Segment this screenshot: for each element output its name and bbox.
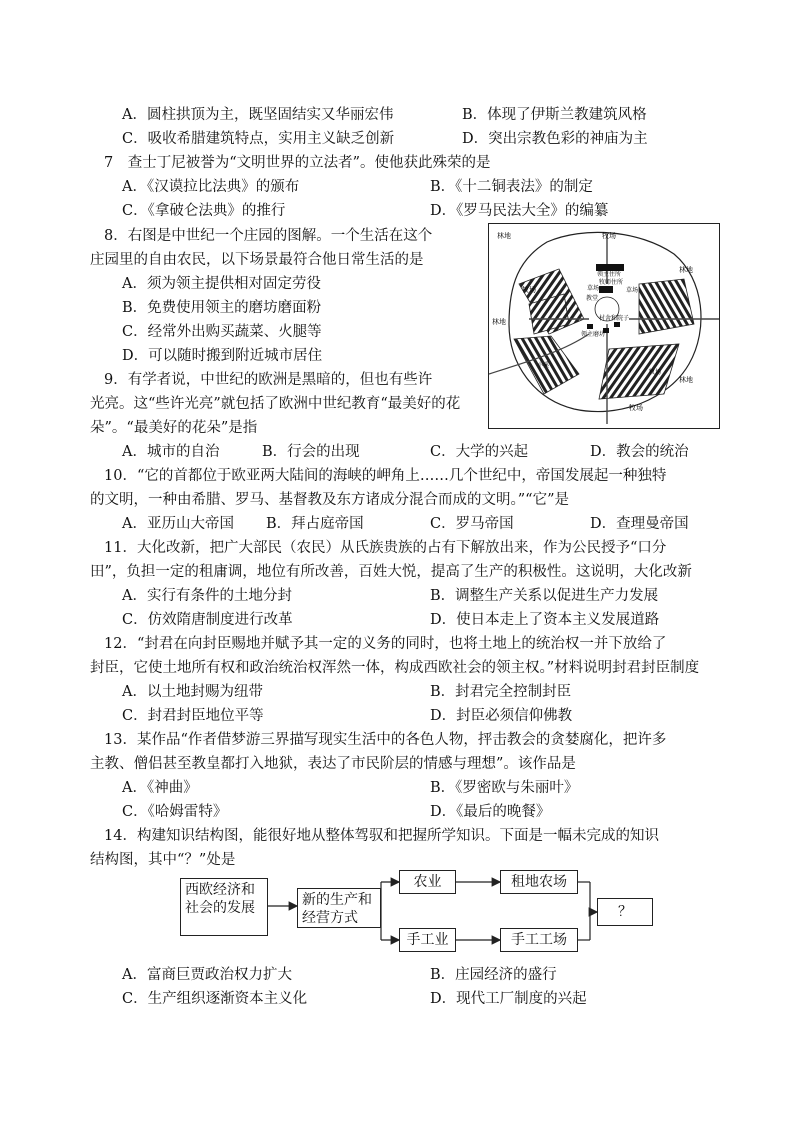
q14-node-root: 西欧经济和社会的发展: [180, 878, 268, 936]
q11-option-a[interactable]: A．实行有条件的土地分封: [122, 588, 292, 604]
q11-stem-2: 田”，负担一定的租庸调，地位有所改善，百姓大悦，提高了生产的积极性。这说明，大化改新: [90, 564, 692, 580]
q13-option-a[interactable]: A．《神曲》: [122, 780, 198, 796]
q10-stem-2: 的文明，一种由希腊、罗马、基督教及东方诸成分混合而成的文明。”“它”是: [90, 492, 569, 508]
q12-option-d[interactable]: D．封臣必须信仰佛教: [430, 708, 573, 724]
q13-option-d[interactable]: D．《最后的晚餐》: [430, 804, 551, 820]
q14-node-farm: 租地农场: [500, 870, 578, 894]
q14-stem-1: 14．构建知识结构图，能很好地从整体驾驭和把握所学知识。下面是一幅未完成的知识: [104, 828, 659, 844]
map-label-meadow-l: 草场: [587, 285, 600, 292]
map-label-priest: 牧师住所: [599, 279, 624, 286]
q12-stem-1: 12．“封君在向封臣赐地并赋予其一定的义务的同时，也将土地上的统治权一并下放给了: [104, 636, 667, 652]
q14-option-a[interactable]: A．富商巨贾政治权力扩大: [122, 967, 292, 983]
manor-map-drawing: [489, 224, 719, 428]
q9-option-d[interactable]: D．教会的统治: [590, 444, 689, 460]
q10-option-b[interactable]: B．拜占庭帝国: [266, 516, 364, 532]
q13-stem-2: 主教、僧侣甚至教皇都打入地狱，表达了市民阶层的情感与理想”。该作品是: [90, 756, 576, 772]
map-label-forest-tl: 林地: [497, 232, 511, 240]
q8-stem-2: 庄园里的自由农民，以下场景最符合他日常生活的是: [90, 252, 424, 268]
q10-option-a[interactable]: A．亚历山大帝国: [122, 516, 234, 532]
q8-stem-1: 8．右图是中世纪一个庄园的图解。一个生活在这个: [104, 228, 433, 244]
q8-option-c[interactable]: C．经常外出购买蔬菜、火腿等: [122, 324, 322, 340]
q14-node-unknown: ？: [597, 898, 653, 926]
q8-option-d[interactable]: D．可以随时搬到附近城市居住: [122, 348, 323, 364]
q14-node-mid: 新的生产和经营方式: [297, 888, 381, 928]
q11-option-c[interactable]: C．仿效隋唐制度进行改革: [122, 612, 293, 628]
map-label-pasture-br: 牧场: [649, 369, 662, 376]
q12-option-c[interactable]: C．封君封臣地位平等: [122, 708, 264, 724]
map-label-forest-tr: 林地: [679, 266, 693, 274]
q14-node-craft: 手工业: [399, 928, 456, 952]
q14-node-workshop: 手工工场: [500, 928, 578, 952]
q14-option-c[interactable]: C．生产组织逐渐资本主义化: [122, 991, 308, 1007]
map-label-meadow-r: 草场: [626, 287, 639, 294]
q6-option-b[interactable]: B．体现了伊斯兰教建筑风格: [462, 107, 647, 123]
q9-option-b[interactable]: B．行会的出现: [262, 444, 360, 460]
manor-map: [488, 223, 720, 429]
q13-option-c[interactable]: C．《哈姆雷特》: [122, 804, 228, 820]
q9-option-c[interactable]: C．大学的兴起: [430, 444, 529, 460]
map-label-forest-br: 林地: [679, 376, 693, 384]
q12-option-a[interactable]: A．以土地封赐为纽带: [122, 684, 263, 700]
q14-option-b[interactable]: B．庄园经济的盛行: [430, 967, 557, 983]
map-label-church: 教堂: [586, 295, 599, 302]
q7-option-d[interactable]: D．《罗马民法大全》的编纂: [430, 203, 609, 219]
q11-option-d[interactable]: D．使日本走上了资本主义发展道路: [430, 612, 660, 628]
map-label-pasture-tl: 牧场: [522, 286, 536, 294]
q9-stem-3: 朵”。“最美好的花朵”是指: [90, 420, 258, 436]
map-label-stream: 小溪: [537, 362, 550, 369]
q14-node-agri: 农业: [399, 870, 456, 894]
map-label-pasture-top: 牧场: [602, 232, 616, 240]
map-label-farm: 村舍和院子: [599, 315, 630, 322]
q10-stem-1: 10．“它的首都位于欧亚两大陆间的海峡的岬角上……几个世纪中，帝国发展起一种独特: [104, 468, 667, 484]
map-label-lord-house: 领主住所: [597, 271, 622, 278]
q13-option-b[interactable]: B．《罗密欧与朱丽叶》: [430, 780, 579, 796]
q10-option-c[interactable]: C．罗马帝国: [430, 516, 514, 532]
q14-option-d[interactable]: D．现代工厂制度的兴起: [430, 991, 587, 1007]
map-label-pasture-bottom: 牧场: [629, 404, 643, 412]
q6-option-c[interactable]: C．吸收希腊建筑特点，实用主义缺乏创新: [122, 131, 395, 147]
q6-option-d[interactable]: D．突出宗教色彩的神庙为主: [462, 131, 648, 147]
q8-option-a[interactable]: A．须为领主提供相对固定劳役: [122, 276, 321, 292]
q12-option-b[interactable]: B．封君完全控制封臣: [430, 684, 572, 700]
map-label-mill: 领主磨坊: [581, 331, 606, 338]
q14-stem-2: 结构图，其中“？”处是: [90, 852, 236, 868]
map-label-forest-l: 林地: [492, 318, 506, 326]
q6-option-a[interactable]: A．圆柱拱顶为主，既坚固结实又华丽宏伟: [122, 107, 394, 123]
q7-option-c[interactable]: C．《拿破仑法典》的推行: [122, 203, 286, 219]
q9-stem-1: 9．有学者说，中世纪的欧洲是黑暗的，但也有些许: [104, 372, 433, 388]
q7-option-a[interactable]: A．《汉谟拉比法典》的颁布: [122, 179, 300, 195]
q10-option-d[interactable]: D．查理曼帝国: [590, 516, 689, 532]
q8-option-b[interactable]: B．免费使用领主的磨坊磨面粉: [122, 300, 322, 316]
q11-option-b[interactable]: B．调整生产关系以促进生产力发展: [430, 588, 659, 604]
q7-option-b[interactable]: B．《十二铜表法》的制定: [430, 179, 593, 195]
q7-stem: 7 查士丁尼被誉为“文明世界的立法者”。使他获此殊荣的是: [104, 155, 491, 171]
q9-stem-2: 光亮。这“些许光亮”就包括了欧洲中世纪教育“最美好的花: [90, 396, 461, 412]
q9-option-a[interactable]: A．城市的自治: [122, 444, 220, 460]
q13-stem-1: 13．某作品“作者借梦游三界描写现实生活中的各色人物，抨击教会的贪婪腐化，把许多: [104, 732, 667, 748]
q11-stem-1: 11．大化改新，把广大部民（农民）从氏族贵族的占有下解放出来，作为公民授予“口分: [104, 540, 667, 556]
q12-stem-2: 封臣，它使土地所有权和政治统治权浑然一体，构成西欧社会的领主权。”材料说明封君封臣制度: [90, 660, 700, 676]
